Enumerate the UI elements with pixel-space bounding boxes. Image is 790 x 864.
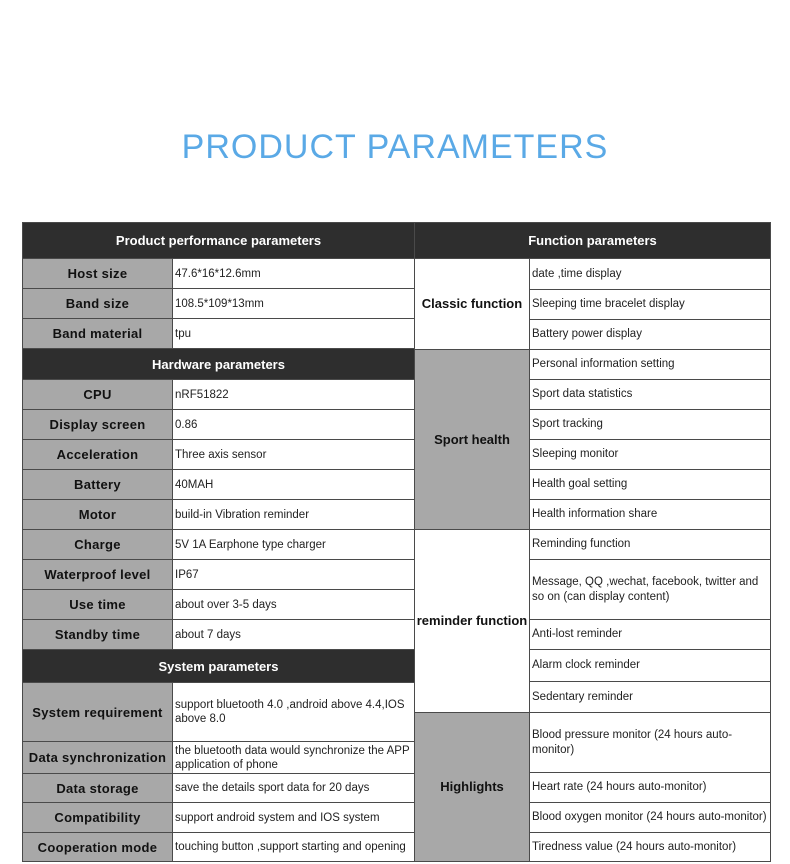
performance-header-row bbox=[23, 223, 414, 259]
param-row bbox=[23, 319, 414, 349]
param-key: Host size bbox=[23, 259, 173, 288]
param-row bbox=[23, 560, 414, 590]
param-key: Acceleration bbox=[23, 440, 173, 469]
group-sport-health: Sport health bbox=[415, 350, 530, 530]
param-row bbox=[23, 833, 414, 861]
param-key: Battery bbox=[23, 470, 173, 499]
function-item: date ,time display bbox=[530, 259, 770, 290]
param-value: 0.86 bbox=[173, 410, 414, 439]
group-highlights: Highlights bbox=[415, 713, 530, 861]
group-classic-function: Classic function bbox=[415, 259, 530, 350]
function-item: Message, QQ ,wechat, facebook, twitter and so on (can display content) bbox=[530, 560, 770, 620]
param-value: 40MAH bbox=[173, 470, 414, 499]
function-item: Alarm clock reminder bbox=[530, 650, 770, 682]
param-row bbox=[23, 590, 414, 620]
param-value: 47.6*16*12.6mm bbox=[173, 259, 414, 288]
param-row bbox=[23, 440, 414, 470]
param-value: the bluetooth data would synchronize the APP application of phone bbox=[173, 742, 414, 773]
performance-header: Product performance parameters bbox=[115, 233, 322, 248]
param-key: Standby time bbox=[23, 620, 173, 649]
param-row bbox=[23, 289, 414, 319]
param-value: Three axis sensor bbox=[173, 440, 414, 469]
param-value: support android system and IOS system bbox=[173, 803, 414, 832]
param-key: Motor bbox=[23, 500, 173, 529]
function-item: Heart rate (24 hours auto-monitor) bbox=[530, 773, 770, 803]
param-value: IP67 bbox=[173, 560, 414, 589]
param-key: CPU bbox=[23, 380, 173, 409]
function-item: Tiredness value (24 hours auto-monitor) bbox=[532, 840, 737, 853]
param-key: Band material bbox=[23, 319, 173, 348]
group-reminder-function: reminder function bbox=[415, 530, 530, 713]
param-row bbox=[23, 530, 414, 560]
function-item: Anti-lost reminder bbox=[530, 620, 770, 650]
param-key: Charge bbox=[23, 530, 173, 559]
page-title: PRODUCT PARAMETERS bbox=[181, 128, 609, 166]
param-value: nRF51822 bbox=[173, 380, 414, 409]
function-item: Blood pressure monitor (24 hours auto-monitor) bbox=[530, 713, 770, 773]
function-header: Function parameters bbox=[415, 223, 770, 259]
left-parameters-table bbox=[22, 222, 415, 862]
param-row bbox=[23, 803, 414, 833]
param-value: 5V 1A Earphone type charger bbox=[173, 530, 414, 559]
system-header-row bbox=[23, 650, 414, 683]
function-item: Health information share bbox=[530, 500, 770, 530]
param-row bbox=[23, 259, 414, 289]
param-key: Data storage bbox=[23, 774, 173, 802]
hardware-header: Hardware parameters bbox=[152, 356, 285, 372]
hardware-header-row bbox=[23, 349, 414, 380]
param-row bbox=[23, 500, 414, 530]
function-item: Reminding function bbox=[530, 530, 770, 560]
param-value: about over 3-5 days bbox=[173, 590, 414, 619]
param-key: Band size bbox=[23, 289, 173, 318]
function-item: Sleeping monitor bbox=[530, 440, 770, 470]
param-row bbox=[23, 470, 414, 500]
param-value: save the details sport data for 20 days bbox=[173, 774, 414, 802]
function-item: Sleeping time bracelet display bbox=[530, 290, 770, 320]
param-key: Cooperation mode bbox=[23, 833, 173, 861]
param-key: Compatibility bbox=[23, 803, 173, 832]
param-row bbox=[23, 683, 414, 742]
param-key: Data synchronization bbox=[23, 742, 173, 773]
function-parameters-table bbox=[414, 222, 771, 862]
param-value: about 7 days bbox=[173, 620, 414, 649]
param-value: touching button ,support starting and opening bbox=[173, 833, 414, 861]
param-value: build-in Vibration reminder bbox=[173, 500, 414, 529]
param-row bbox=[23, 380, 414, 410]
param-row bbox=[23, 410, 414, 440]
param-row bbox=[23, 774, 414, 803]
param-row bbox=[23, 620, 414, 650]
function-item: Battery power display bbox=[530, 320, 770, 350]
function-item: Health goal setting bbox=[530, 470, 770, 500]
function-item: Blood oxygen monitor (24 hours auto-monitor) bbox=[530, 803, 770, 833]
function-item: Sport tracking bbox=[530, 410, 770, 440]
function-item: Sport data statistics bbox=[530, 380, 770, 410]
param-value: support bluetooth 4.0 ,android above 4.4,IOS above 8.0 bbox=[173, 683, 414, 741]
function-item: Sedentary reminder bbox=[530, 682, 770, 713]
param-row bbox=[23, 742, 414, 774]
param-key: Use time bbox=[23, 590, 173, 619]
param-value: tpu bbox=[173, 319, 414, 348]
param-key: Display screen bbox=[23, 410, 173, 439]
param-key: System requirement bbox=[23, 683, 173, 741]
function-item: Personal information setting bbox=[530, 350, 770, 380]
system-header: System parameters bbox=[158, 658, 279, 674]
param-key: Waterproof level bbox=[23, 560, 173, 589]
param-value: 108.5*109*13mm bbox=[173, 289, 414, 318]
